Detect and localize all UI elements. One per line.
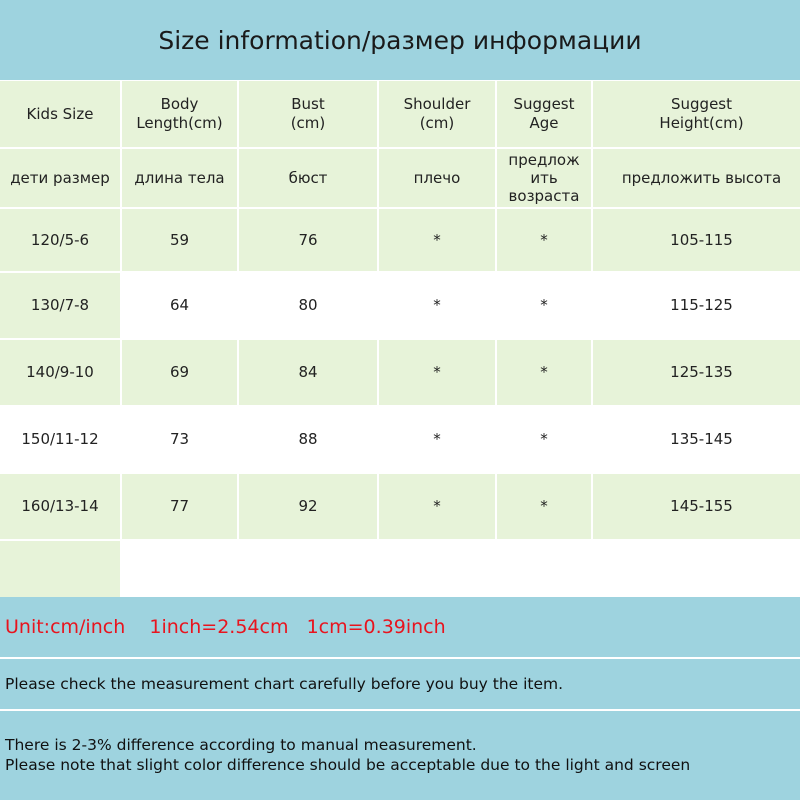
header-body-length: Body Length(cm) bbox=[122, 81, 237, 147]
empty-cell bbox=[122, 541, 237, 604]
size-table bbox=[0, 81, 800, 604]
table-cell-bust: 92 bbox=[239, 474, 377, 539]
unit-conversion-note bbox=[0, 597, 800, 657]
table-cell-shoulder: * bbox=[379, 474, 495, 539]
table-cell-bust: 80 bbox=[239, 273, 377, 338]
empty-cell bbox=[379, 541, 495, 604]
table-cell-size: 160/13-14 bbox=[0, 474, 120, 539]
table-cell-height: 145-155 bbox=[593, 474, 800, 539]
table-cell-bust: 88 bbox=[239, 407, 377, 472]
empty-cell bbox=[239, 541, 377, 604]
measurement-check-text: Please check the measurement chart carefully before you buy the item. bbox=[5, 675, 564, 693]
table-cell-shoulder: * bbox=[379, 407, 495, 472]
table-cell-shoulder: * bbox=[379, 340, 495, 405]
manual-measurement-note: There is 2-3% difference according to manual measurement. bbox=[5, 736, 477, 754]
header-suggest-height: Suggest Height(cm) bbox=[593, 81, 800, 147]
header-bust: Bust (cm) bbox=[239, 81, 377, 147]
table-cell-length: 59 bbox=[122, 209, 237, 271]
header-ru-body-length: длина тела bbox=[122, 149, 237, 207]
table-cell-length: 64 bbox=[122, 273, 237, 338]
table-cell-length: 77 bbox=[122, 474, 237, 539]
table-cell-size: 120/5-6 bbox=[0, 209, 120, 271]
table-cell-height: 105-115 bbox=[593, 209, 800, 271]
table-cell-height: 125-135 bbox=[593, 340, 800, 405]
color-difference-note: Please note that slight color difference should be acceptable due to the light and screen bbox=[5, 756, 691, 774]
table-cell-age: * bbox=[497, 474, 591, 539]
empty-cell bbox=[593, 541, 800, 604]
empty-cell bbox=[0, 541, 120, 604]
table-cell-bust: 76 bbox=[239, 209, 377, 271]
page-title: Size information/размер информации bbox=[0, 0, 800, 80]
header-kids-size: Kids Size bbox=[0, 81, 120, 147]
table-cell-bust: 84 bbox=[239, 340, 377, 405]
table-cell-age: * bbox=[497, 209, 591, 271]
difference-notes bbox=[0, 711, 800, 800]
unit-conversion-text: Unit:cm/inch 1inch=2.54cm 1cm=0.39inch bbox=[5, 616, 446, 638]
table-cell-length: 73 bbox=[122, 407, 237, 472]
table-cell-shoulder: * bbox=[379, 209, 495, 271]
table-cell-height: 115-125 bbox=[593, 273, 800, 338]
table-cell-age: * bbox=[497, 407, 591, 472]
table-cell-size: 140/9-10 bbox=[0, 340, 120, 405]
empty-cell bbox=[497, 541, 591, 604]
table-cell-height: 135-145 bbox=[593, 407, 800, 472]
header-suggest-age: Suggest Age bbox=[497, 81, 591, 147]
table-cell-shoulder: * bbox=[379, 273, 495, 338]
table-cell-age: * bbox=[497, 273, 591, 338]
header-ru-suggest-height: предложить высота bbox=[593, 149, 800, 207]
header-shoulder: Shoulder (cm) bbox=[379, 81, 495, 147]
header-ru-shoulder: плечо bbox=[379, 149, 495, 207]
table-cell-age: * bbox=[497, 340, 591, 405]
table-cell-size: 130/7-8 bbox=[0, 273, 120, 338]
header-ru-kids-size: дети размер bbox=[0, 149, 120, 207]
table-cell-length: 69 bbox=[122, 340, 237, 405]
header-ru-suggest-age: предлож ить возраста bbox=[497, 149, 591, 207]
measurement-check-note bbox=[0, 659, 800, 709]
table-cell-size: 150/11-12 bbox=[0, 407, 120, 472]
header-ru-bust: бюст bbox=[239, 149, 377, 207]
